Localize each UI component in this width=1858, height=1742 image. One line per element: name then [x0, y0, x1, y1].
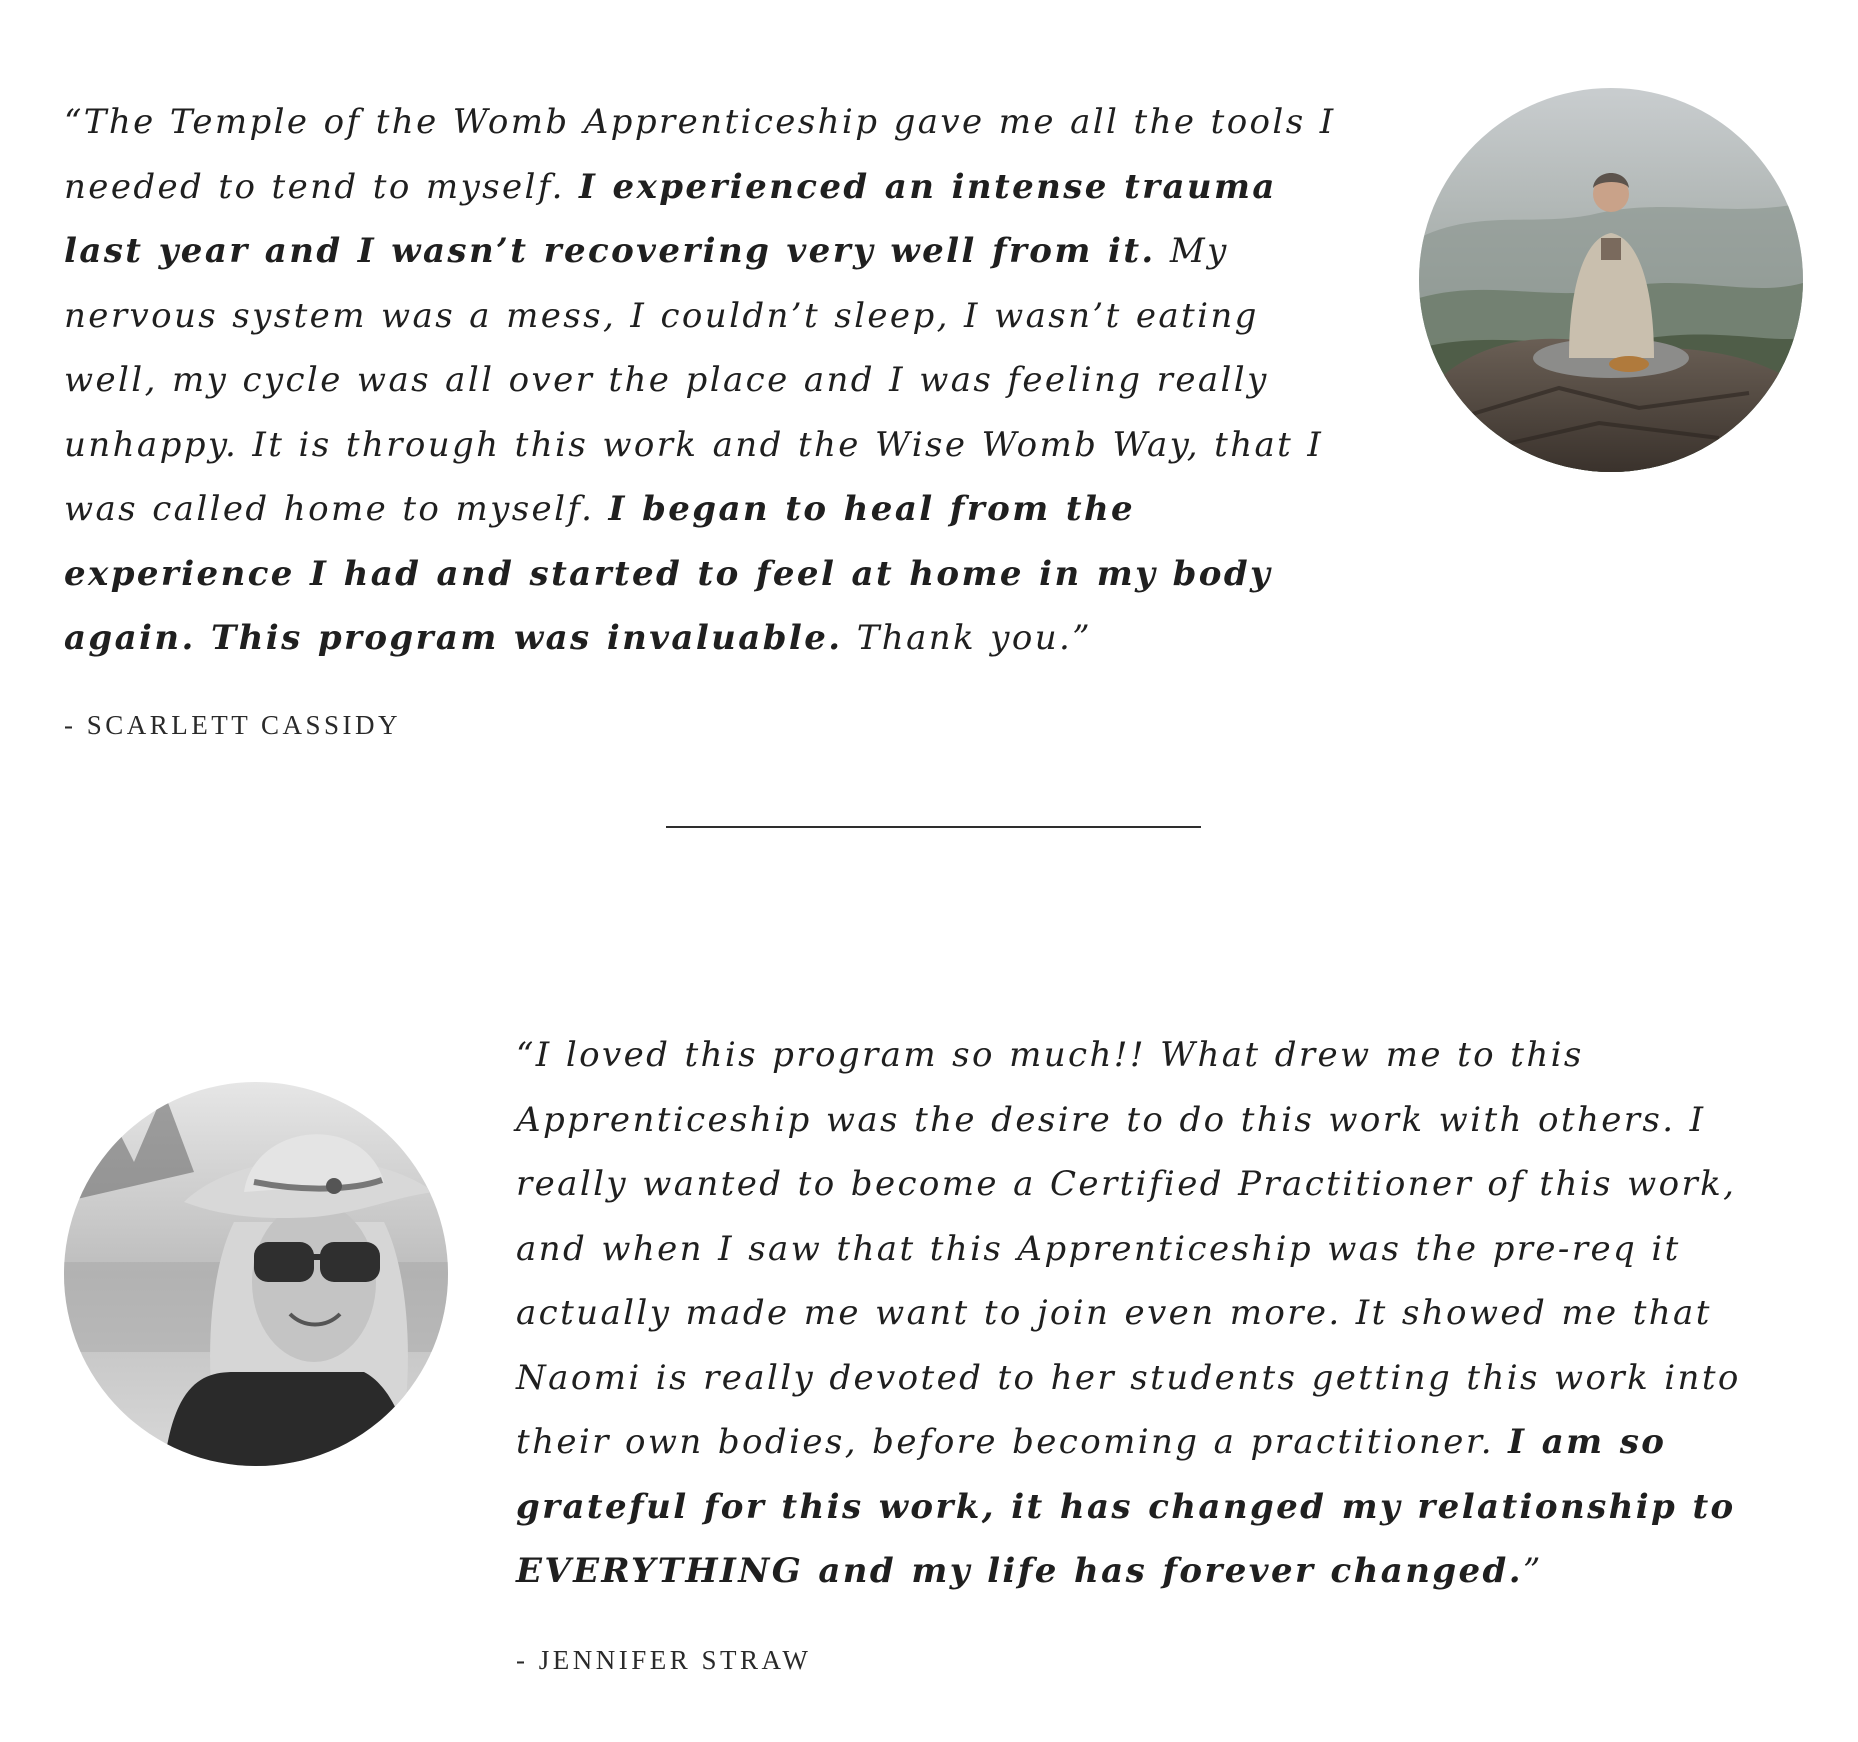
quote-text: My nervous system was a mess, I couldn’t sleep, I wasn’t eating well, my cycle was all over the place and I was feeling really unhappy. It is through this work and the Wise Womb Way, that I was called home to myself.	[64, 231, 1324, 529]
testimonial-attribution: - SCARLETT CASSIDY	[64, 710, 402, 740]
section-divider	[666, 826, 1201, 828]
woman-cowboy-hat-photo	[64, 1082, 448, 1466]
meditating-woman-image	[1419, 88, 1803, 472]
quote-text-bold: I am so grateful for this work, it has changed my relationship to EVERYTHING and my life has forever changed.	[516, 1422, 1736, 1591]
testimonial-scarlett-cassidy	[64, 90, 1354, 740]
quote-text-bold: I experienced an intense trauma last year and I wasn’t recovering very well from it.	[64, 166, 1277, 271]
testimonial-quote	[64, 90, 1354, 671]
quote-text: Thank you.”	[842, 618, 1093, 658]
meditating-woman-photo	[1419, 88, 1803, 472]
quote-text: ”	[1522, 1551, 1543, 1591]
quote-text: “I loved this program so much!! What drew me to this Apprenticeship was the desire to do this work with others. I really wanted to become a Certified Practitioner of this work, and when I saw that this Apprenticeship was the pre-req it actually made me want to join even more. It showed me that Naomi is really devoted to her students getting this work into their own bodies, before becoming a practitioner.	[516, 1035, 1741, 1462]
testimonial-attribution: - JENNIFER STRAW	[516, 1645, 812, 1675]
woman-cowboy-hat-image	[64, 1082, 448, 1466]
testimonial-jennifer-straw	[516, 1023, 1816, 1675]
quote-text-bold: I began to heal from the experience I had and started to feel at home in my body again. This program was invaluable.	[64, 489, 1273, 658]
quote-text: “The Temple of the Womb Apprenticeship gave me all the tools I needed to tend to myself.	[64, 102, 1336, 207]
testimonial-quote	[516, 1023, 1816, 1604]
